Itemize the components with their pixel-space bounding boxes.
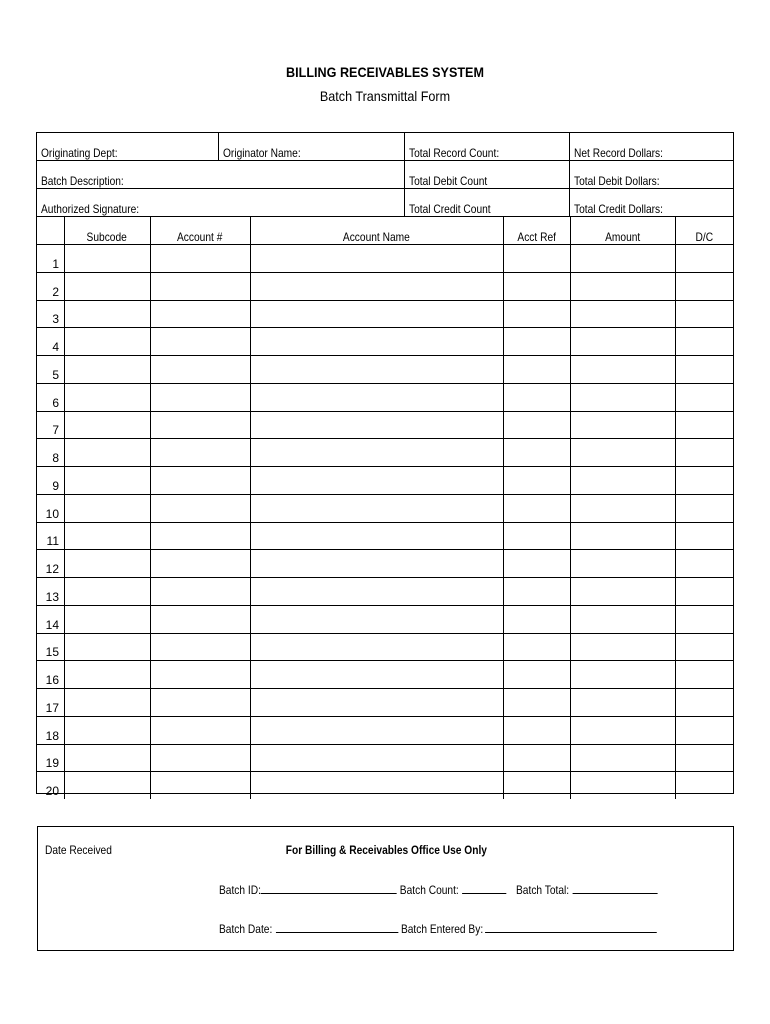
row-number: 8 — [52, 451, 59, 465]
batch-description-label[interactable]: Batch Description: — [41, 174, 124, 188]
table-row[interactable] — [37, 466, 733, 494]
row-number: 17 — [45, 700, 59, 715]
table-row[interactable] — [37, 355, 733, 383]
form-title: BILLING RECEIVABLES SYSTEM — [286, 64, 484, 80]
row-number: 16 — [45, 673, 59, 687]
row-number: 6 — [52, 395, 59, 410]
batch-entered-by-label: Batch Entered By: — [400, 922, 484, 936]
row-number: 11 — [46, 534, 59, 549]
row-number: 19 — [45, 756, 59, 771]
info-divider — [218, 133, 219, 160]
row-number: 4 — [52, 340, 59, 354]
batch-date-field[interactable] — [276, 921, 398, 933]
info-divider — [569, 133, 570, 216]
column-header-account-number: Account # — [177, 230, 223, 244]
info-divider — [37, 216, 733, 217]
table-row[interactable] — [37, 577, 733, 605]
row-number: 2 — [52, 284, 59, 299]
batch-id-row — [219, 882, 658, 897]
transmittal-form — [36, 132, 734, 798]
row-number: 7 — [52, 423, 59, 438]
table-row[interactable] — [37, 660, 733, 688]
total-debit-dollars-label[interactable]: Total Debit Dollars: — [574, 174, 660, 188]
row-number: 1 — [52, 256, 59, 271]
batch-date-row — [219, 921, 657, 936]
table-row[interactable] — [37, 327, 733, 355]
office-use-title: For Billing & Receivables Office Use Only — [285, 843, 488, 857]
table-row[interactable] — [37, 771, 733, 799]
table-row[interactable] — [37, 494, 733, 522]
row-number: 3 — [52, 312, 59, 327]
batch-total-label: Batch Total: — [516, 883, 570, 897]
column-header-dc: D/C — [695, 230, 713, 244]
row-number: 13 — [45, 589, 59, 604]
column-header-account-name: Account Name — [343, 230, 410, 244]
table-row[interactable] — [37, 411, 733, 439]
info-divider — [37, 160, 733, 161]
total-credit-dollars-label[interactable]: Total Credit Dollars: — [574, 202, 663, 216]
date-received-label[interactable]: Date Received — [45, 843, 112, 857]
row-number: 20 — [45, 784, 59, 798]
table-row[interactable] — [37, 244, 733, 272]
row-number: 14 — [45, 617, 59, 632]
batch-date-label: Batch Date: — [219, 922, 273, 936]
table-row[interactable] — [37, 688, 733, 716]
batch-id-field[interactable] — [261, 882, 397, 894]
row-number: 12 — [45, 562, 59, 576]
batch-total-field[interactable] — [573, 882, 658, 894]
row-number: 9 — [52, 478, 59, 493]
total-credit-count-label[interactable]: Total Credit Count — [409, 202, 491, 216]
table-row[interactable] — [37, 383, 733, 411]
originator-name-label[interactable]: Originator Name: — [223, 146, 301, 160]
row-number: 18 — [45, 728, 59, 743]
column-header-subcode: Subcode — [86, 230, 128, 244]
total-debit-count-label[interactable]: Total Debit Count — [409, 174, 488, 188]
authorized-signature-label[interactable]: Authorized Signature: — [41, 202, 140, 216]
column-header-amount: Amount — [604, 230, 641, 244]
net-record-dollars-label[interactable]: Net Record Dollars: — [574, 146, 663, 160]
table-row[interactable] — [37, 438, 733, 466]
table-row[interactable] — [37, 549, 733, 577]
form-subtitle: Batch Transmittal Form — [319, 88, 451, 104]
originating-dept-label[interactable]: Originating Dept: — [41, 146, 118, 160]
batch-id-label: Batch ID: — [219, 883, 261, 897]
table-row[interactable] — [37, 522, 733, 550]
table-row[interactable] — [37, 300, 733, 328]
info-divider — [37, 188, 733, 189]
row-number: 5 — [52, 367, 59, 382]
row-number: 10 — [45, 506, 59, 521]
total-record-count-label[interactable]: Total Record Count: — [409, 146, 500, 160]
table-row[interactable] — [37, 605, 733, 633]
batch-count-field[interactable] — [462, 882, 506, 894]
batch-count-label: Batch Count: — [399, 883, 459, 897]
batch-entered-by-field[interactable] — [485, 921, 657, 933]
column-header-acct-ref: Acct Ref — [517, 230, 556, 244]
info-divider — [404, 133, 405, 216]
table-row[interactable] — [37, 744, 733, 772]
table-row[interactable] — [37, 716, 733, 744]
row-number: 15 — [45, 645, 59, 660]
office-use-box — [37, 826, 734, 951]
table-row[interactable] — [37, 272, 733, 300]
table-row[interactable] — [37, 633, 733, 661]
